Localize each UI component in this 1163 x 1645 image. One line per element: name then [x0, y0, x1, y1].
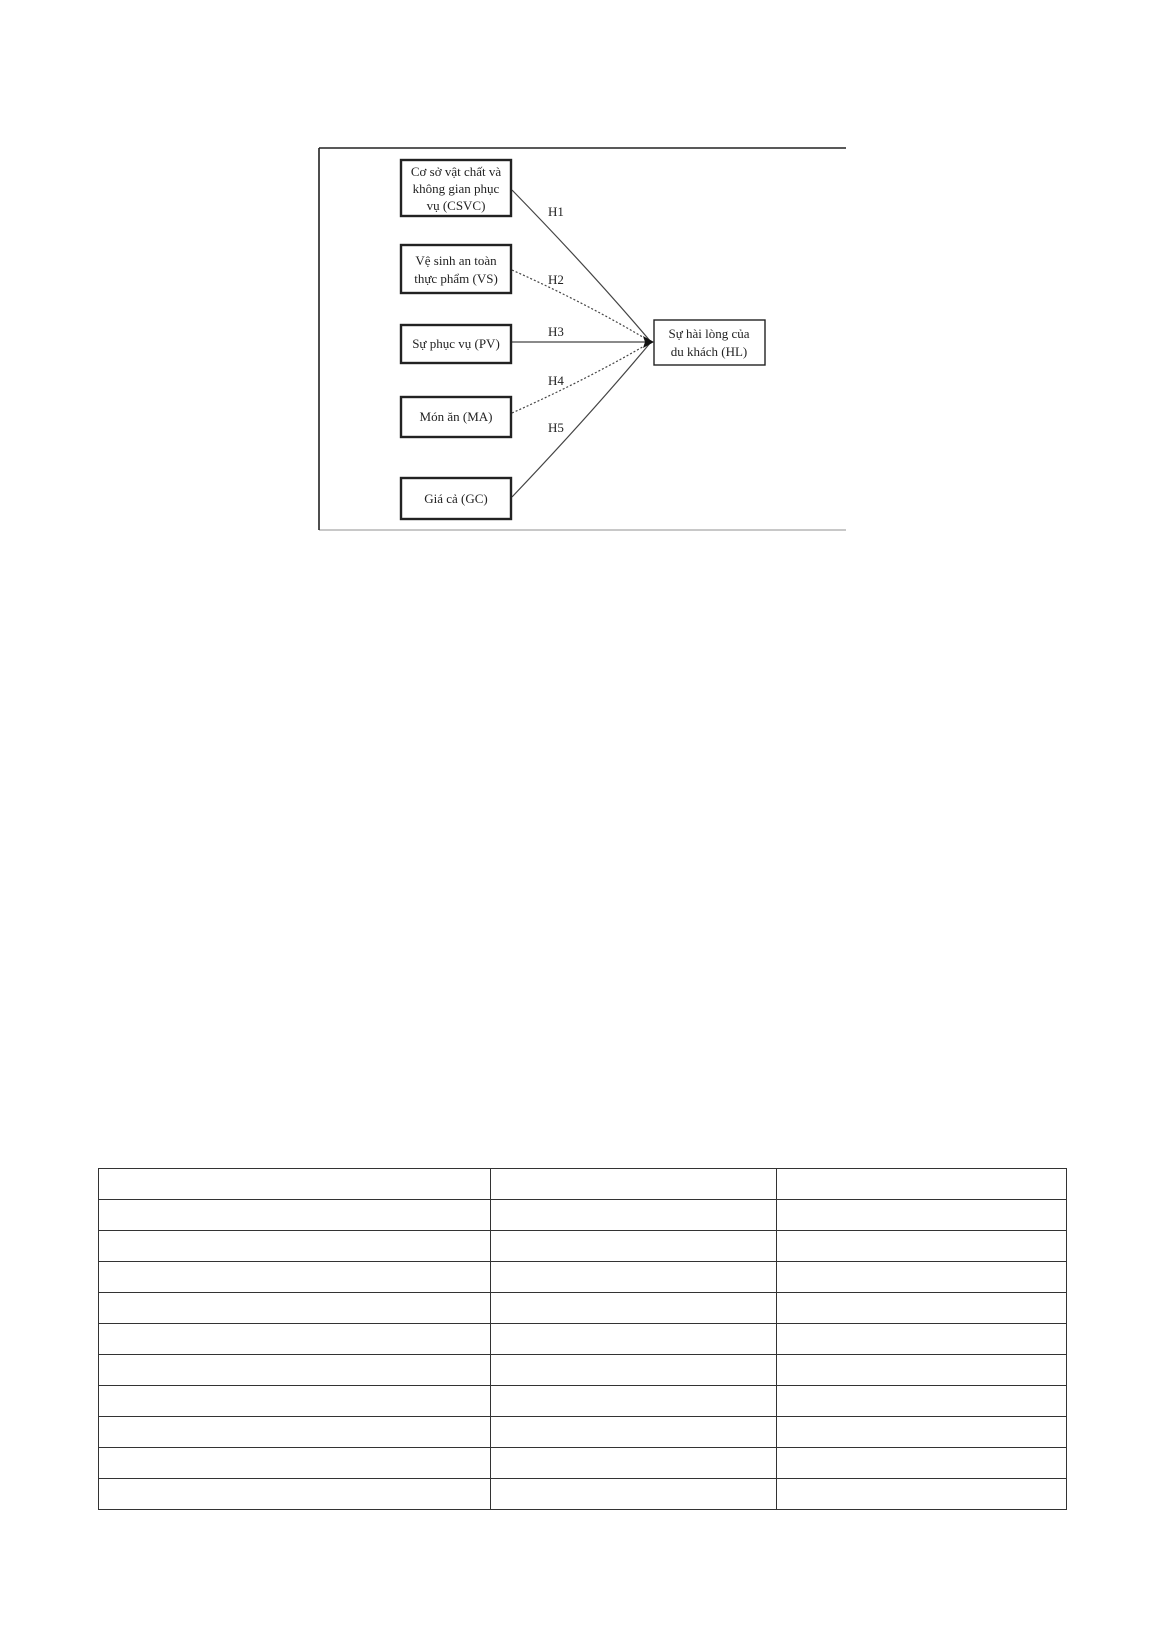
- table-cell: [99, 1324, 491, 1355]
- table-cell: [777, 1293, 1067, 1324]
- research-model-diagram: [0, 0, 1163, 560]
- factor-pv-line-1: Sự phục vụ (PV): [412, 336, 500, 351]
- target-hl-line-1: Sự hài lòng của: [668, 326, 750, 341]
- table-cell: [777, 1479, 1067, 1510]
- table-cell: [491, 1231, 777, 1262]
- table-cell: [491, 1386, 777, 1417]
- table-cell: [777, 1386, 1067, 1417]
- factor-box-ma: [401, 397, 511, 437]
- arrow-h2: [512, 270, 651, 342]
- table-row: [99, 1293, 1067, 1324]
- table-row: [99, 1417, 1067, 1448]
- factor-box-vs: [401, 245, 511, 293]
- table-cell: [491, 1355, 777, 1386]
- target-box-hl: [654, 320, 765, 365]
- factor-box-pv: [401, 325, 511, 363]
- arrows: [512, 190, 654, 497]
- table-cell: [99, 1200, 491, 1231]
- table-row: [99, 1231, 1067, 1262]
- data-table: [98, 1168, 1067, 1510]
- table-cell: [491, 1479, 777, 1510]
- table-cell: [99, 1355, 491, 1386]
- table-cell: [777, 1169, 1067, 1200]
- table-row: [99, 1200, 1067, 1231]
- arrow-h5: [512, 342, 651, 497]
- factor-ma-line-1: Món ăn (MA): [419, 409, 493, 424]
- table-cell: [491, 1448, 777, 1479]
- hypothesis-label-h4: H4: [548, 373, 564, 388]
- factor-gc-line-1: Giá cả (GC): [424, 491, 488, 506]
- table-row: [99, 1355, 1067, 1386]
- hypothesis-label-h2: H2: [548, 272, 564, 287]
- table-cell: [99, 1231, 491, 1262]
- table-cell: [491, 1324, 777, 1355]
- table-cell: [491, 1169, 777, 1200]
- table-cell: [491, 1262, 777, 1293]
- factor-vs-line-2: thực phẩm (VS): [414, 271, 498, 286]
- hypothesis-label-h5: H5: [548, 420, 564, 435]
- table-body: [99, 1169, 1067, 1510]
- hypothesis-label-h3: H3: [548, 324, 564, 339]
- table-cell: [777, 1200, 1067, 1231]
- table-row: [99, 1386, 1067, 1417]
- factor-vs-line-1: Vệ sinh an toàn: [415, 253, 497, 268]
- table-cell: [491, 1293, 777, 1324]
- factor-csvc-line-1: Cơ sở vật chất và: [410, 164, 502, 179]
- factor-csvc-line-2: không gian phục: [412, 181, 500, 196]
- table-cell: [99, 1169, 491, 1200]
- factor-csvc-line-3: vụ (CSVC): [426, 198, 486, 213]
- factor-box-gc: [401, 478, 511, 519]
- table-cell: [99, 1448, 491, 1479]
- table-cell: [491, 1417, 777, 1448]
- arrow-h1: [512, 190, 651, 342]
- factor-box-csvc: [401, 160, 511, 216]
- table-cell: [777, 1417, 1067, 1448]
- arrow-h4: [512, 342, 651, 413]
- table-cell: [777, 1448, 1067, 1479]
- table-row: [99, 1479, 1067, 1510]
- table-cell: [99, 1417, 491, 1448]
- table-cell: [777, 1355, 1067, 1386]
- table-row: [99, 1324, 1067, 1355]
- table-cell: [99, 1293, 491, 1324]
- table-row: [99, 1262, 1067, 1293]
- hypothesis-label-h1: H1: [548, 204, 564, 219]
- table-cell: [777, 1324, 1067, 1355]
- table-cell: [777, 1262, 1067, 1293]
- target-hl-line-2: du khách (HL): [670, 344, 748, 359]
- table-row: [99, 1448, 1067, 1479]
- data-table-container: [98, 1168, 1067, 1510]
- table-cell: [777, 1231, 1067, 1262]
- table-cell: [99, 1479, 491, 1510]
- table-cell: [491, 1200, 777, 1231]
- table-row: [99, 1169, 1067, 1200]
- table-cell: [99, 1262, 491, 1293]
- table-cell: [99, 1386, 491, 1417]
